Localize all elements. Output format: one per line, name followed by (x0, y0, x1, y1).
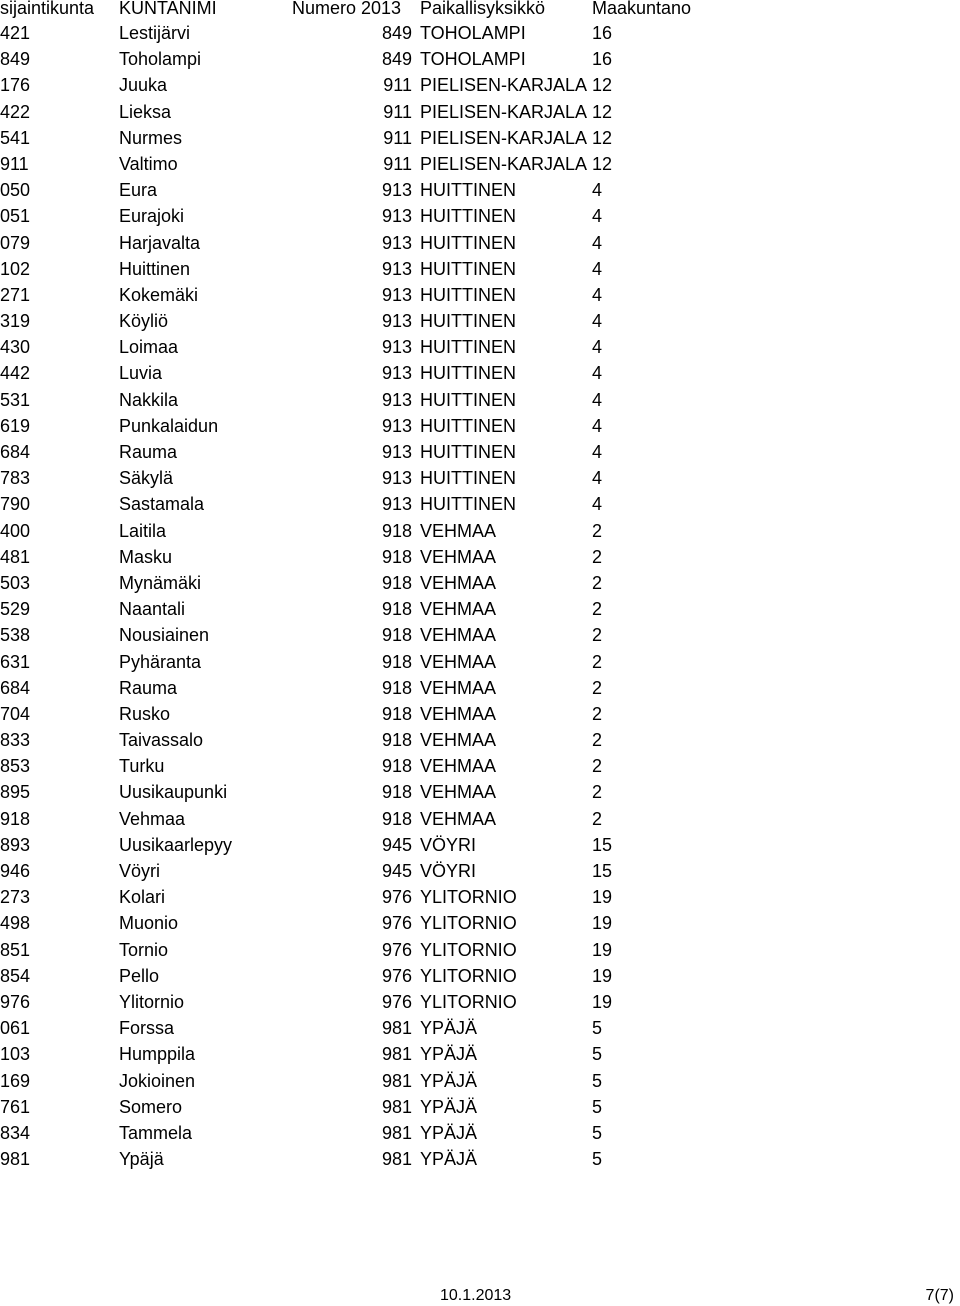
cell-paikallisyksikko: HUITTINEN (420, 258, 516, 279)
cell-maakuntano: 4 (592, 180, 603, 201)
cell-kuntanimi: Tornio (119, 939, 169, 960)
cell-kuntanimi: Huittinen (119, 258, 191, 279)
cell-numero: 918 (381, 703, 412, 724)
table-row (0, 360, 960, 386)
cell-maakuntano: 4 (592, 363, 603, 384)
table-row (0, 491, 960, 517)
cell-sijaintikunta: 531 (0, 389, 31, 410)
cell-sijaintikunta: 895 (0, 782, 31, 803)
cell-sijaintikunta: 169 (0, 1070, 31, 1091)
table-row (0, 177, 960, 203)
cell-maakuntano: 19 (592, 991, 613, 1012)
header-sijaintikunta: sijaintikunta (0, 0, 95, 18)
table-row (0, 1041, 960, 1067)
cell-maakuntano: 12 (592, 153, 613, 174)
cell-numero: 911 (383, 153, 412, 174)
cell-kuntanimi: Loimaa (119, 337, 179, 358)
cell-numero: 918 (381, 756, 412, 777)
cell-paikallisyksikko: VEHMAA (420, 520, 497, 541)
cell-kuntanimi: Muonio (119, 913, 179, 934)
cell-sijaintikunta: 400 (0, 520, 31, 541)
cell-numero: 918 (381, 546, 412, 567)
cell-paikallisyksikko: HUITTINEN (420, 363, 516, 384)
cell-numero: 981 (381, 1122, 412, 1143)
cell-maakuntano: 4 (592, 389, 603, 410)
cell-paikallisyksikko: HUITTINEN (420, 389, 516, 410)
cell-maakuntano: 4 (592, 442, 603, 462)
cell-kuntanimi: Punkalaidun (119, 415, 219, 436)
cell-numero: 911 (383, 75, 412, 96)
table-row (0, 832, 960, 858)
cell-sijaintikunta: 783 (0, 468, 31, 489)
cell-sijaintikunta: 893 (0, 834, 31, 855)
cell-sijaintikunta: 918 (0, 808, 31, 829)
cell-sijaintikunta: 761 (0, 1096, 31, 1117)
cell-kuntanimi: Turku (119, 756, 165, 777)
cell-numero: 918 (381, 520, 412, 541)
cell-numero: 981 (381, 1018, 412, 1039)
cell-kuntanimi: Lestijärvi (119, 23, 191, 43)
cell-sijaintikunta: 050 (0, 180, 31, 201)
cell-kuntanimi: Sastamala (119, 494, 205, 515)
cell-numero: 913 (381, 258, 412, 279)
cell-sijaintikunta: 946 (0, 861, 31, 881)
table-row (0, 1146, 960, 1172)
cell-paikallisyksikko: VEHMAA (420, 782, 497, 803)
cell-maakuntano: 4 (592, 311, 603, 332)
header-paikallisyksikko: Paikallisyksikkö (420, 0, 546, 18)
cell-maakuntano: 5 (592, 1044, 603, 1065)
table-row (0, 387, 960, 413)
cell-maakuntano: 2 (592, 782, 603, 803)
cell-kuntanimi: Rusko (119, 703, 171, 724)
cell-paikallisyksikko: VEHMAA (420, 677, 497, 698)
cell-sijaintikunta: 422 (0, 101, 31, 122)
cell-numero: 913 (381, 494, 412, 515)
cell-numero: 849 (381, 49, 412, 70)
table-row (0, 779, 960, 805)
cell-sijaintikunta: 273 (0, 887, 31, 908)
table-row (0, 753, 960, 779)
cell-kuntanimi: Laitila (119, 520, 167, 541)
table-row (0, 334, 960, 360)
cell-numero: 913 (381, 389, 412, 410)
cell-maakuntano: 4 (592, 284, 603, 305)
cell-sijaintikunta: 421 (0, 23, 31, 43)
table-row (0, 256, 960, 282)
cell-kuntanimi: Somero (119, 1096, 183, 1117)
cell-maakuntano: 12 (592, 75, 613, 96)
cell-paikallisyksikko: YLITORNIO (420, 913, 517, 934)
table-row (0, 989, 960, 1015)
page-number: 7(7) (925, 1287, 954, 1304)
table-row (0, 963, 960, 989)
cell-kuntanimi: Köyliö (119, 311, 169, 332)
cell-sijaintikunta: 079 (0, 232, 31, 253)
cell-sijaintikunta: 051 (0, 206, 31, 227)
cell-paikallisyksikko: HUITTINEN (420, 180, 516, 201)
table-row (0, 518, 960, 544)
cell-kuntanimi: Eurajoki (119, 206, 185, 227)
cell-paikallisyksikko: VEHMAA (420, 599, 497, 620)
cell-kuntanimi: Juuka (119, 75, 168, 96)
cell-paikallisyksikko: VEHMAA (420, 808, 497, 829)
cell-paikallisyksikko: VEHMAA (420, 546, 497, 567)
cell-sijaintikunta: 851 (0, 939, 31, 960)
cell-sijaintikunta: 853 (0, 756, 31, 777)
cell-paikallisyksikko: HUITTINEN (420, 494, 516, 515)
cell-numero: 918 (381, 599, 412, 620)
cell-kuntanimi: Taivassalo (119, 730, 204, 751)
cell-sijaintikunta: 631 (0, 651, 31, 672)
cell-paikallisyksikko: YPÄJÄ (420, 1044, 478, 1065)
cell-maakuntano: 16 (592, 49, 613, 70)
cell-sijaintikunta: 430 (0, 337, 31, 358)
cell-paikallisyksikko: VEHMAA (420, 625, 497, 646)
cell-paikallisyksikko: VEHMAA (420, 572, 497, 593)
cell-sijaintikunta: 684 (0, 442, 31, 462)
cell-paikallisyksikko: VEHMAA (420, 756, 497, 777)
cell-numero: 945 (381, 861, 412, 881)
cell-kuntanimi: Pyhäranta (119, 651, 202, 672)
cell-paikallisyksikko: PIELISEN-KARJALA (420, 127, 588, 148)
cell-kuntanimi: Forssa (119, 1018, 175, 1039)
header-numero: Numero 2013 (292, 0, 402, 18)
cell-numero: 976 (381, 887, 412, 908)
cell-kuntanimi: Valtimo (119, 153, 178, 174)
cell-numero: 913 (381, 468, 412, 489)
cell-kuntanimi: Eura (119, 180, 158, 201)
cell-kuntanimi: Harjavalta (119, 232, 201, 253)
cell-maakuntano: 2 (592, 808, 603, 829)
cell-kuntanimi: Uusikaupunki (119, 782, 228, 803)
cell-kuntanimi: Vehmaa (119, 808, 186, 829)
cell-kuntanimi: Jokioinen (119, 1070, 196, 1091)
cell-paikallisyksikko: YPÄJÄ (420, 1070, 478, 1091)
cell-paikallisyksikko: YPÄJÄ (420, 1122, 478, 1143)
table-row (0, 622, 960, 648)
cell-sijaintikunta: 271 (0, 284, 31, 305)
cell-maakuntano: 2 (592, 625, 603, 646)
cell-numero: 913 (381, 232, 412, 253)
cell-numero: 976 (381, 913, 412, 934)
cell-paikallisyksikko: TOHOLAMPI (420, 49, 526, 70)
cell-paikallisyksikko: PIELISEN-KARJALA (420, 101, 588, 122)
cell-kuntanimi: Kolari (119, 887, 166, 908)
cell-numero: 976 (381, 991, 412, 1012)
table-row (0, 675, 960, 701)
cell-paikallisyksikko: TOHOLAMPI (420, 23, 526, 43)
cell-numero: 913 (381, 363, 412, 384)
header-kuntanimi: KUNTANIMI (119, 0, 217, 18)
cell-maakuntano: 2 (592, 756, 603, 777)
table-row (0, 230, 960, 256)
cell-maakuntano: 2 (592, 572, 603, 593)
cell-numero: 981 (381, 1070, 412, 1091)
cell-maakuntano: 2 (592, 520, 603, 541)
table-row (0, 649, 960, 675)
cell-maakuntano: 15 (592, 861, 613, 881)
cell-kuntanimi: Ypäjä (119, 1149, 164, 1170)
table-row (0, 413, 960, 439)
cell-sijaintikunta: 541 (0, 127, 31, 148)
cell-sijaintikunta: 319 (0, 311, 31, 332)
cell-numero: 911 (383, 101, 412, 122)
cell-kuntanimi: Toholampi (119, 49, 202, 70)
cell-kuntanimi: Ylitornio (119, 991, 185, 1012)
cell-numero: 981 (381, 1044, 412, 1065)
cell-numero: 945 (381, 834, 412, 855)
cell-numero: 849 (381, 23, 412, 43)
cell-paikallisyksikko: YLITORNIO (420, 965, 517, 986)
cell-numero: 918 (381, 808, 412, 829)
cell-kuntanimi: Naantali (119, 599, 186, 620)
cell-maakuntano: 4 (592, 337, 603, 358)
cell-sijaintikunta: 529 (0, 599, 31, 620)
cell-numero: 913 (381, 180, 412, 201)
cell-numero: 981 (381, 1096, 412, 1117)
table-row (0, 570, 960, 596)
table-body (0, 20, 960, 1172)
cell-maakuntano: 4 (592, 494, 603, 515)
table-row (0, 99, 960, 125)
cell-maakuntano: 5 (592, 1149, 603, 1170)
cell-kuntanimi: Kokemäki (119, 284, 199, 305)
header-maakuntano: Maakuntano (592, 0, 692, 18)
cell-sijaintikunta: 704 (0, 703, 31, 724)
cell-paikallisyksikko: HUITTINEN (420, 206, 516, 227)
cell-paikallisyksikko: VEHMAA (420, 703, 497, 724)
cell-sijaintikunta: 981 (0, 1149, 31, 1170)
cell-paikallisyksikko: VEHMAA (420, 730, 497, 751)
cell-numero: 918 (381, 730, 412, 751)
table-row (0, 282, 960, 308)
cell-maakuntano: 19 (592, 965, 613, 986)
cell-kuntanimi: Nurmes (119, 127, 183, 148)
cell-sijaintikunta: 503 (0, 572, 31, 593)
table-row (0, 465, 960, 491)
table-row (0, 151, 960, 177)
cell-paikallisyksikko: VEHMAA (420, 651, 497, 672)
cell-paikallisyksikko: YLITORNIO (420, 991, 517, 1012)
cell-maakuntano: 4 (592, 415, 603, 436)
table-row (0, 125, 960, 151)
footer-date: 10.1.2013 (440, 1287, 512, 1304)
cell-kuntanimi: Pello (119, 965, 160, 986)
cell-sijaintikunta: 911 (0, 153, 29, 174)
cell-sijaintikunta: 102 (0, 258, 31, 279)
cell-paikallisyksikko: VÖYRI (420, 834, 477, 855)
cell-paikallisyksikko: VÖYRI (420, 861, 477, 881)
cell-paikallisyksikko: YLITORNIO (420, 939, 517, 960)
cell-maakuntano: 2 (592, 703, 603, 724)
cell-kuntanimi: Nakkila (119, 389, 179, 410)
cell-paikallisyksikko: HUITTINEN (420, 442, 516, 462)
cell-paikallisyksikko: YPÄJÄ (420, 1096, 478, 1117)
cell-numero: 913 (381, 284, 412, 305)
cell-paikallisyksikko: YPÄJÄ (420, 1149, 478, 1170)
cell-numero: 911 (383, 127, 412, 148)
cell-numero: 913 (381, 415, 412, 436)
cell-paikallisyksikko: HUITTINEN (420, 232, 516, 253)
cell-maakuntano: 2 (592, 651, 603, 672)
cell-paikallisyksikko: HUITTINEN (420, 337, 516, 358)
cell-paikallisyksikko: PIELISEN-KARJALA (420, 75, 588, 96)
cell-kuntanimi: Vöyri (119, 861, 161, 881)
cell-sijaintikunta: 103 (0, 1044, 31, 1065)
cell-kuntanimi: Säkylä (119, 468, 174, 489)
cell-sijaintikunta: 854 (0, 965, 31, 986)
cell-sijaintikunta: 619 (0, 415, 31, 436)
cell-sijaintikunta: 790 (0, 494, 31, 515)
cell-numero: 913 (381, 206, 412, 227)
cell-maakuntano: 19 (592, 939, 613, 960)
cell-kuntanimi: Masku (119, 546, 173, 567)
cell-maakuntano: 2 (592, 677, 603, 698)
cell-maakuntano: 4 (592, 468, 603, 489)
table-row (0, 701, 960, 727)
table-row (0, 1094, 960, 1120)
cell-kuntanimi: Rauma (119, 442, 178, 462)
table-row (0, 1068, 960, 1094)
cell-kuntanimi: Mynämäki (119, 572, 202, 593)
cell-numero: 918 (381, 625, 412, 646)
cell-numero: 913 (381, 311, 412, 332)
table-row (0, 72, 960, 98)
table-row (0, 937, 960, 963)
cell-numero: 976 (381, 965, 412, 986)
cell-paikallisyksikko: PIELISEN-KARJALA (420, 153, 588, 174)
cell-paikallisyksikko: YLITORNIO (420, 887, 517, 908)
cell-kuntanimi: Tammela (119, 1122, 193, 1143)
table-row (0, 308, 960, 334)
cell-maakuntano: 4 (592, 258, 603, 279)
cell-kuntanimi: Lieksa (119, 101, 172, 122)
cell-maakuntano: 4 (592, 232, 603, 253)
cell-sijaintikunta: 061 (0, 1018, 31, 1039)
cell-sijaintikunta: 833 (0, 730, 31, 751)
cell-maakuntano: 16 (592, 23, 613, 43)
cell-numero: 913 (381, 442, 412, 462)
cell-sijaintikunta: 684 (0, 677, 31, 698)
cell-kuntanimi: Humppila (119, 1044, 196, 1065)
cell-numero: 976 (381, 939, 412, 960)
cell-maakuntano: 15 (592, 834, 613, 855)
cell-maakuntano: 4 (592, 206, 603, 227)
cell-sijaintikunta: 538 (0, 625, 31, 646)
cell-numero: 918 (381, 651, 412, 672)
cell-sijaintikunta: 849 (0, 49, 31, 70)
cell-maakuntano: 5 (592, 1070, 603, 1091)
table-row (0, 596, 960, 622)
table-row (0, 1120, 960, 1146)
cell-paikallisyksikko: HUITTINEN (420, 468, 516, 489)
cell-sijaintikunta: 498 (0, 913, 31, 934)
cell-maakuntano: 5 (592, 1018, 603, 1039)
cell-numero: 913 (381, 337, 412, 358)
cell-maakuntano: 5 (592, 1096, 603, 1117)
cell-maakuntano: 2 (592, 730, 603, 751)
table-row (0, 46, 960, 72)
cell-sijaintikunta: 176 (0, 75, 31, 96)
cell-sijaintikunta: 481 (0, 546, 31, 567)
cell-paikallisyksikko: HUITTINEN (420, 311, 516, 332)
table-row (0, 884, 960, 910)
table-row (0, 439, 960, 465)
cell-maakuntano: 5 (592, 1122, 603, 1143)
cell-paikallisyksikko: YPÄJÄ (420, 1018, 478, 1039)
cell-kuntanimi: Nousiainen (119, 625, 210, 646)
cell-sijaintikunta: 834 (0, 1122, 31, 1143)
cell-maakuntano: 2 (592, 599, 603, 620)
cell-sijaintikunta: 442 (0, 363, 31, 384)
cell-kuntanimi: Uusikaarlepyy (119, 834, 233, 855)
cell-maakuntano: 12 (592, 127, 613, 148)
cell-kuntanimi: Rauma (119, 677, 178, 698)
cell-kuntanimi: Luvia (119, 363, 163, 384)
table-header (0, 0, 960, 20)
cell-maakuntano: 2 (592, 546, 603, 567)
cell-paikallisyksikko: HUITTINEN (420, 415, 516, 436)
table-row (0, 1015, 960, 1041)
cell-numero: 981 (381, 1149, 412, 1170)
cell-numero: 918 (381, 782, 412, 803)
cell-paikallisyksikko: HUITTINEN (420, 284, 516, 305)
cell-numero: 918 (381, 572, 412, 593)
table-row (0, 203, 960, 229)
table-row (0, 806, 960, 832)
cell-maakuntano: 19 (592, 913, 613, 934)
cell-sijaintikunta: 976 (0, 991, 31, 1012)
table-row (0, 20, 960, 46)
cell-numero: 918 (381, 677, 412, 698)
table-row (0, 910, 960, 936)
table-row (0, 727, 960, 753)
table-row (0, 858, 960, 884)
cell-maakuntano: 19 (592, 887, 613, 908)
cell-maakuntano: 12 (592, 101, 613, 122)
table-row (0, 544, 960, 570)
